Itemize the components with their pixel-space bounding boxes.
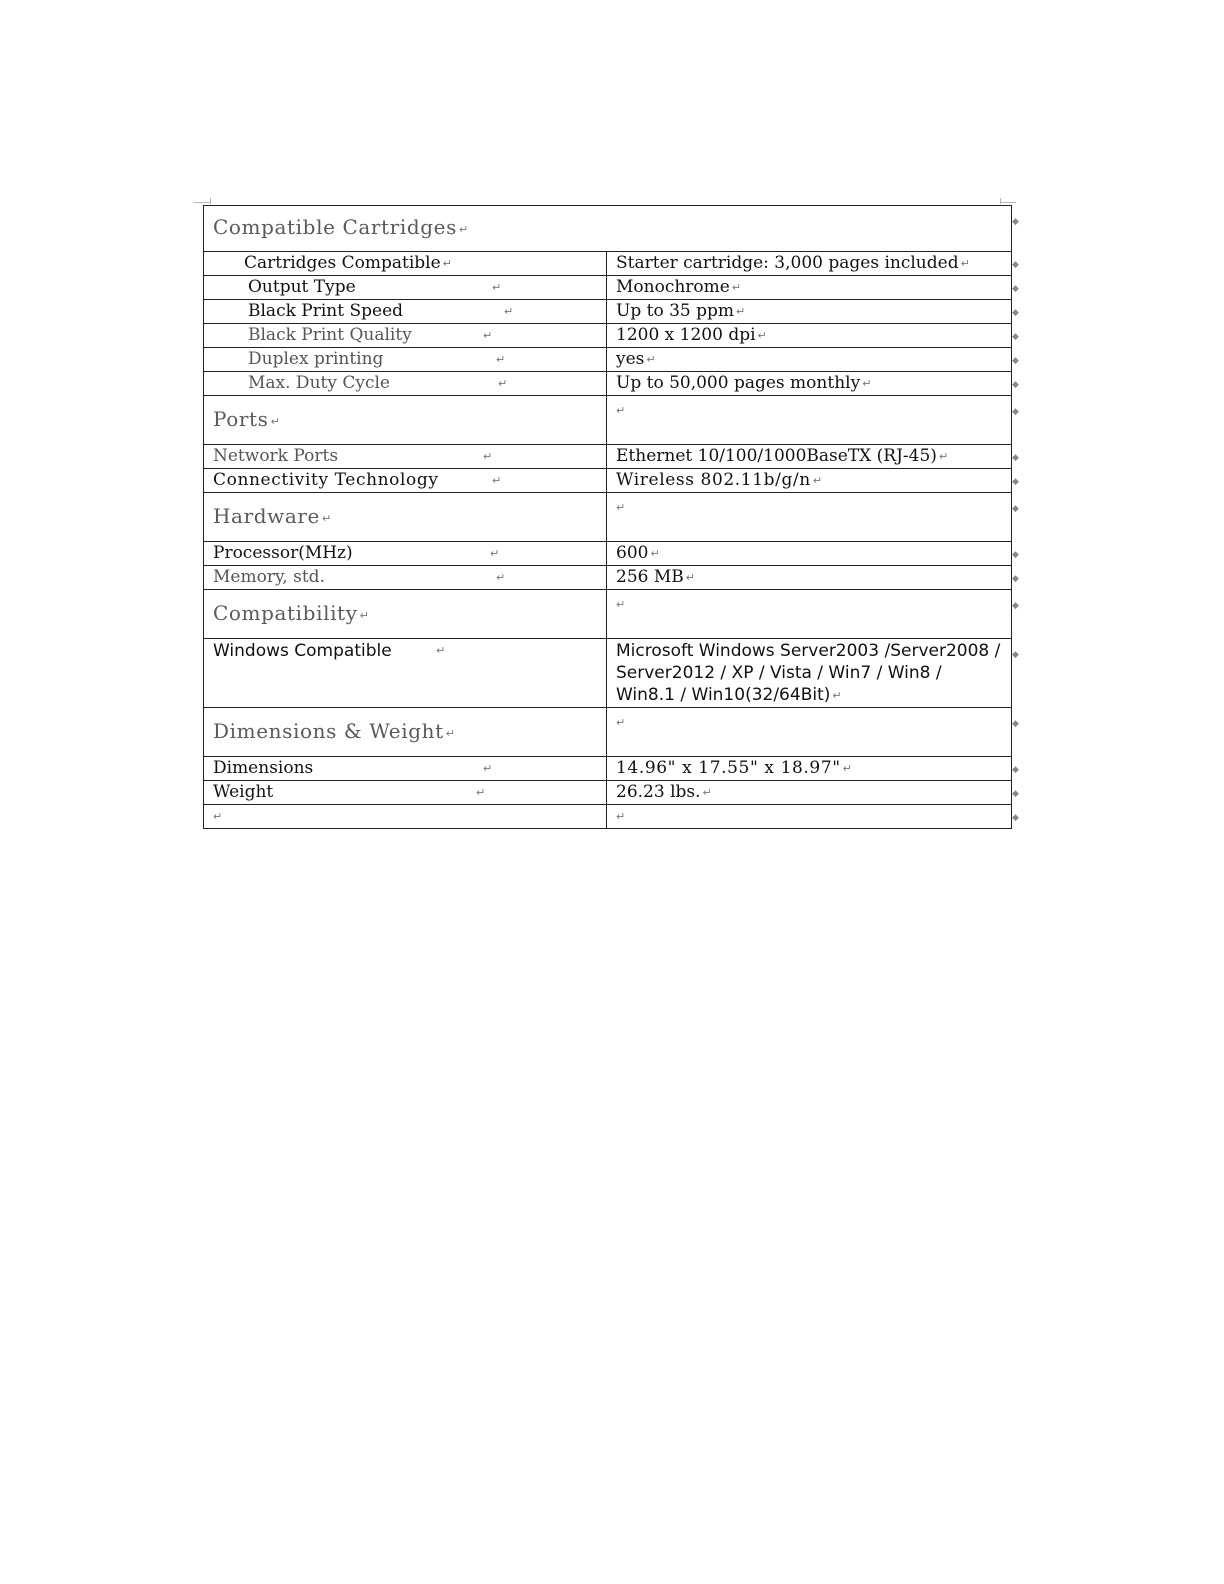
section-title-text: Dimensions & Weight — [213, 718, 444, 743]
spec-label-cell — [204, 781, 607, 805]
spec-label: Black Print Speed — [248, 301, 404, 321]
spec-value: 256 MB — [616, 567, 684, 587]
paragraph-mark-icon: ↵ — [862, 377, 872, 390]
spec-label-cell — [204, 566, 607, 590]
crop-mark-top-right-tick — [1000, 198, 1002, 204]
spec-label: Duplex printing — [248, 349, 384, 369]
section-title-text: Ports — [213, 406, 269, 431]
row-end-marker-icon: ◆ — [1012, 331, 1019, 342]
row-end-marker-icon: ◆ — [1012, 503, 1019, 514]
row-end-marker-icon: ◆ — [1012, 764, 1019, 775]
row-end-marker-icon: ◆ — [1012, 549, 1019, 560]
paragraph-mark-icon: ↵ — [213, 810, 223, 823]
table-row — [204, 324, 1012, 348]
spec-label: Cartridges Compatible — [244, 253, 441, 273]
row-end-marker-icon: ◆ — [1012, 307, 1019, 318]
row-end-marker-icon: ◆ — [1012, 283, 1019, 294]
paragraph-mark-icon: ↵ — [496, 571, 506, 584]
spec-value-cell — [607, 469, 1012, 493]
spec-value: Starter cartridge: 3,000 pages included — [616, 253, 959, 273]
spec-label: Dimensions — [213, 758, 314, 778]
empty-cell — [204, 805, 607, 829]
spec-label: Max. Duty Cycle — [248, 373, 390, 393]
spec-value-cell — [607, 445, 1012, 469]
paragraph-mark-icon: ↵ — [359, 608, 370, 622]
spec-value: yes — [616, 349, 645, 369]
paragraph-mark-icon: ↵ — [616, 716, 626, 729]
paragraph-mark-icon: ↵ — [490, 547, 500, 560]
spec-label: Black Print Quality — [248, 325, 412, 345]
paragraph-mark-icon: ↵ — [702, 786, 712, 799]
section-title-text: Compatible Cartridges — [213, 215, 457, 239]
section-title-text: Compatibility — [213, 600, 358, 625]
table-row — [204, 542, 1012, 566]
paragraph-mark-icon: ↵ — [616, 404, 626, 417]
spec-label-cell — [204, 469, 607, 493]
spec-value: 26.23 lbs. — [616, 782, 701, 802]
table-row-empty — [204, 805, 1012, 829]
table-row — [204, 757, 1012, 781]
paragraph-mark-icon: ↵ — [736, 305, 746, 318]
table-row — [204, 469, 1012, 493]
section-title — [204, 396, 607, 445]
row-end-marker-icon: ◆ — [1012, 216, 1019, 227]
row-end-marker-icon: ◆ — [1012, 355, 1019, 366]
spec-label-cell — [204, 639, 607, 708]
section-title — [204, 708, 607, 757]
spec-label-cell — [204, 324, 607, 348]
section-header-dimensions-weight — [204, 708, 1012, 757]
spec-value: Wireless 802.11b/g/n — [616, 470, 811, 490]
paragraph-mark-icon: ↵ — [270, 414, 281, 428]
paragraph-mark-icon: ↵ — [483, 450, 493, 463]
paragraph-mark-icon: ↵ — [685, 571, 695, 584]
table-row — [204, 781, 1012, 805]
section-blank-cell — [607, 708, 1012, 757]
spec-value: 600 — [616, 543, 649, 563]
paragraph-mark-icon: ↵ — [496, 353, 506, 366]
row-end-marker-icon: ◆ — [1012, 452, 1019, 463]
spec-value-cell — [607, 252, 1012, 276]
spec-label: Processor(MHz) — [213, 543, 353, 563]
spec-value-cell — [607, 372, 1012, 396]
spec-label: Weight — [213, 782, 274, 802]
spec-value-cell — [607, 324, 1012, 348]
row-end-marker-icon: ◆ — [1012, 573, 1019, 584]
table-row — [204, 445, 1012, 469]
spec-value: 14.96" x 17.55" x 18.97" — [616, 758, 841, 778]
row-end-marker-icon: ◆ — [1012, 812, 1019, 823]
paragraph-mark-icon: ↵ — [757, 329, 767, 342]
table-row — [204, 566, 1012, 590]
section-title — [204, 590, 607, 639]
spec-label-cell — [204, 276, 607, 300]
paragraph-mark-icon: ↵ — [731, 281, 742, 294]
spec-label: Windows Compatible — [213, 641, 392, 661]
paragraph-mark-icon: ↵ — [442, 257, 452, 270]
paragraph-mark-icon: ↵ — [476, 786, 486, 799]
spec-value-cell — [607, 639, 1012, 708]
spec-value-cell — [607, 276, 1012, 300]
paragraph-mark-icon: ↵ — [498, 377, 508, 390]
spec-value: Up to 35 ppm — [616, 301, 735, 321]
table-row — [204, 372, 1012, 396]
paragraph-mark-icon: ↵ — [321, 511, 332, 525]
spec-value: Microsoft Windows Server2003 /Server2008 / Server2012 / XP / Vista / Win7 / Win8 / Win8.1 / Win10(32/64Bit) — [616, 641, 1001, 705]
row-end-marker-icon: ◆ — [1012, 788, 1019, 799]
table-row — [204, 348, 1012, 372]
paragraph-mark-icon: ↵ — [832, 689, 842, 702]
spec-label-cell — [204, 445, 607, 469]
paragraph-mark-icon: ↵ — [445, 726, 456, 740]
paragraph-mark-icon: ↵ — [842, 762, 853, 775]
paragraph-mark-icon: ↵ — [812, 474, 823, 487]
spec-value-cell — [607, 566, 1012, 590]
section-blank-cell — [607, 396, 1012, 445]
spec-label: Output Type — [248, 277, 356, 297]
spec-value-cell — [607, 300, 1012, 324]
paragraph-mark-icon: ↵ — [492, 474, 502, 487]
paragraph-mark-icon: ↵ — [492, 281, 502, 294]
paragraph-mark-icon: ↵ — [504, 305, 514, 318]
row-end-marker-icon: ◆ — [1012, 649, 1019, 660]
table-row — [204, 252, 1012, 276]
section-header-compatible-cartridges — [204, 206, 1012, 252]
spec-value-cell — [607, 781, 1012, 805]
paragraph-mark-icon: ↵ — [436, 644, 446, 657]
section-header-ports — [204, 396, 1012, 445]
spec-label-cell — [204, 348, 607, 372]
spec-label: Memory, std. — [213, 567, 325, 587]
spec-value: Monochrome — [616, 277, 730, 297]
spec-value: 1200 x 1200 dpi — [616, 325, 756, 345]
section-title — [204, 206, 1012, 252]
paragraph-mark-icon: ↵ — [483, 329, 493, 342]
section-header-hardware — [204, 493, 1012, 542]
row-end-marker-icon: ◆ — [1012, 600, 1019, 611]
spec-label-cell — [204, 372, 607, 396]
spec-label: Connectivity Technology — [213, 470, 439, 490]
table-row — [204, 300, 1012, 324]
paragraph-mark-icon: ↵ — [646, 353, 656, 366]
section-title — [204, 493, 607, 542]
paragraph-mark-icon: ↵ — [616, 810, 626, 823]
paragraph-mark-icon: ↵ — [616, 501, 626, 514]
row-end-marker-icon: ◆ — [1012, 406, 1019, 417]
paragraph-mark-icon: ↵ — [938, 450, 949, 463]
row-end-marker-icon: ◆ — [1012, 718, 1019, 729]
spec-label-cell — [204, 252, 607, 276]
table-row — [204, 276, 1012, 300]
spec-label-cell — [204, 757, 607, 781]
section-blank-cell — [607, 590, 1012, 639]
spec-label-cell — [204, 300, 607, 324]
table-row — [204, 639, 1012, 708]
row-end-marker-icon: ◆ — [1012, 259, 1019, 270]
spec-value: Up to 50,000 pages monthly — [616, 373, 861, 393]
paragraph-mark-icon: ↵ — [483, 762, 493, 775]
section-header-compatibility — [204, 590, 1012, 639]
row-end-marker-icon: ◆ — [1012, 476, 1019, 487]
paragraph-mark-icon: ↵ — [458, 223, 469, 236]
spec-table — [203, 205, 1012, 829]
spec-value-cell — [607, 542, 1012, 566]
crop-mark-top-left-tick — [210, 198, 212, 204]
paragraph-mark-icon: ↵ — [650, 547, 660, 560]
section-blank-cell — [607, 493, 1012, 542]
spec-value: Ethernet 10/100/1000BaseTX (RJ-45) — [616, 446, 937, 466]
spec-label: Network Ports — [213, 446, 339, 466]
spec-value-cell — [607, 348, 1012, 372]
paragraph-mark-icon: ↵ — [960, 257, 970, 270]
empty-cell — [607, 805, 1012, 829]
row-end-marker-icon: ◆ — [1012, 379, 1019, 390]
spec-label-cell — [204, 542, 607, 566]
paragraph-mark-icon: ↵ — [616, 598, 626, 611]
section-title-text: Hardware — [213, 503, 320, 528]
spec-value-cell — [607, 757, 1012, 781]
